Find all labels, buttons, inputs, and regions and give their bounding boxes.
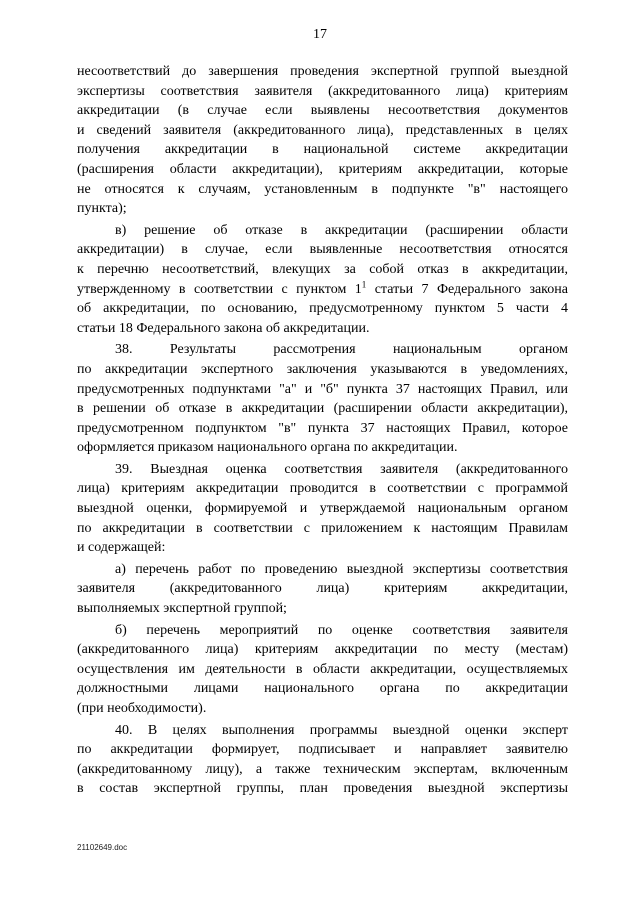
text-line: 38. Результаты рассмотрения национальным органом — [115, 342, 568, 358]
footer-file-code: 21102649.doc — [77, 843, 128, 852]
text-line: должностными лицами национального органа по аккредитации — [77, 681, 568, 697]
text-line: (расширения области аккредитации), критериям аккредитации, которые — [77, 161, 568, 177]
text-line: аккредитации (в случае если выявлены несоответствия документов — [77, 103, 568, 119]
text-line: осуществления им деятельности в области аккредитации, осуществляемых — [77, 661, 568, 677]
text-line: (аккредитованному лицу), а также техническим экспертам, включенным — [77, 761, 568, 777]
text-line: статьи 18 Федерального закона об аккредитации. — [77, 320, 370, 336]
text-line: об аккредитации, по основанию, предусмотренному пунктом 5 части 4 — [77, 301, 568, 317]
text-line: получения аккредитации в национальной системе аккредитации — [77, 142, 568, 158]
text-fragment: статьи 7 Федерального закона — [374, 281, 568, 297]
text-line: оформляется приказом национального органа по аккредитации. — [77, 440, 458, 456]
text-line: к перечню несоответствий, влекущих за собой отказ в аккредитации, — [77, 261, 568, 277]
text-line: заявителя (аккредитованного лица) критериям аккредитации, — [77, 581, 568, 597]
text-line: не относятся к случаям, установленным в подпункте "в" настоящего — [77, 181, 568, 197]
text-line: и сведений заявителя (аккредитованного лица), представленных в целях — [77, 122, 568, 138]
text-line: лица) критериям аккредитации проводится в соответствии с программой — [77, 481, 568, 497]
text-line: аккредитации) в случае, если выявленные несоответствия относятся — [77, 242, 568, 258]
text-line: выездной оценки, формируемой и утверждаемой национальным органом — [77, 501, 568, 517]
text-line: (аккредитованного лица) критериям аккредитации по месту (местам) — [77, 642, 568, 658]
text-line: по аккредитации в соответствии с приложением к настоящим Правилам — [77, 520, 568, 536]
text-line: 39. Выездная оценка соответствия заявителя (аккредитованного — [115, 461, 568, 477]
document-body — [77, 62, 568, 799]
superscript: 1 — [361, 279, 367, 289]
text-line: б) перечень мероприятий по оценке соответствия заявителя — [115, 622, 568, 638]
text-line: в решении об отказе в аккредитации (расширении области аккредитации), — [77, 401, 568, 417]
text-fragment: утвержденному в соответствии с пунктом 1 — [77, 281, 362, 297]
text-line: выполняемых экспертной группой; — [77, 601, 287, 617]
text-line: несоответствий до завершения проведения экспертной группой выездной — [77, 64, 568, 79]
text-line: по аккредитации формирует, подписывает и направляет заявителю — [77, 742, 568, 758]
text-line: экспертизы соответствия заявителя (аккредитованного лица) критериям — [77, 83, 568, 99]
text-line: (при необходимости). — [77, 701, 207, 716]
text-line: предусмотренном подпунктом "в" пункта 37 настоящих Правил, которое — [77, 420, 568, 436]
text-line: по аккредитации экспертного заключения указываются в уведомлениях, — [77, 361, 568, 377]
text-line: пункта); — [77, 201, 127, 217]
text-line: а) перечень работ по проведению выездной экспертизы соответствия — [115, 561, 568, 577]
text-line: предусмотренных подпунктами "а" и "б" пункта 37 настоящих Правил, или — [77, 381, 568, 397]
text-line-with-superscript — [77, 280, 568, 300]
text-line: и содержащей: — [77, 540, 166, 556]
text-line: в) решение об отказе в аккредитации (расширении области — [115, 222, 568, 238]
text-line: 40. В целях выполнения программы выездной оценки эксперт — [115, 722, 568, 738]
text-line: в состав экспертной группы, план проведения выездной экспертизы — [77, 781, 568, 797]
page-number: 17 — [313, 27, 327, 42]
